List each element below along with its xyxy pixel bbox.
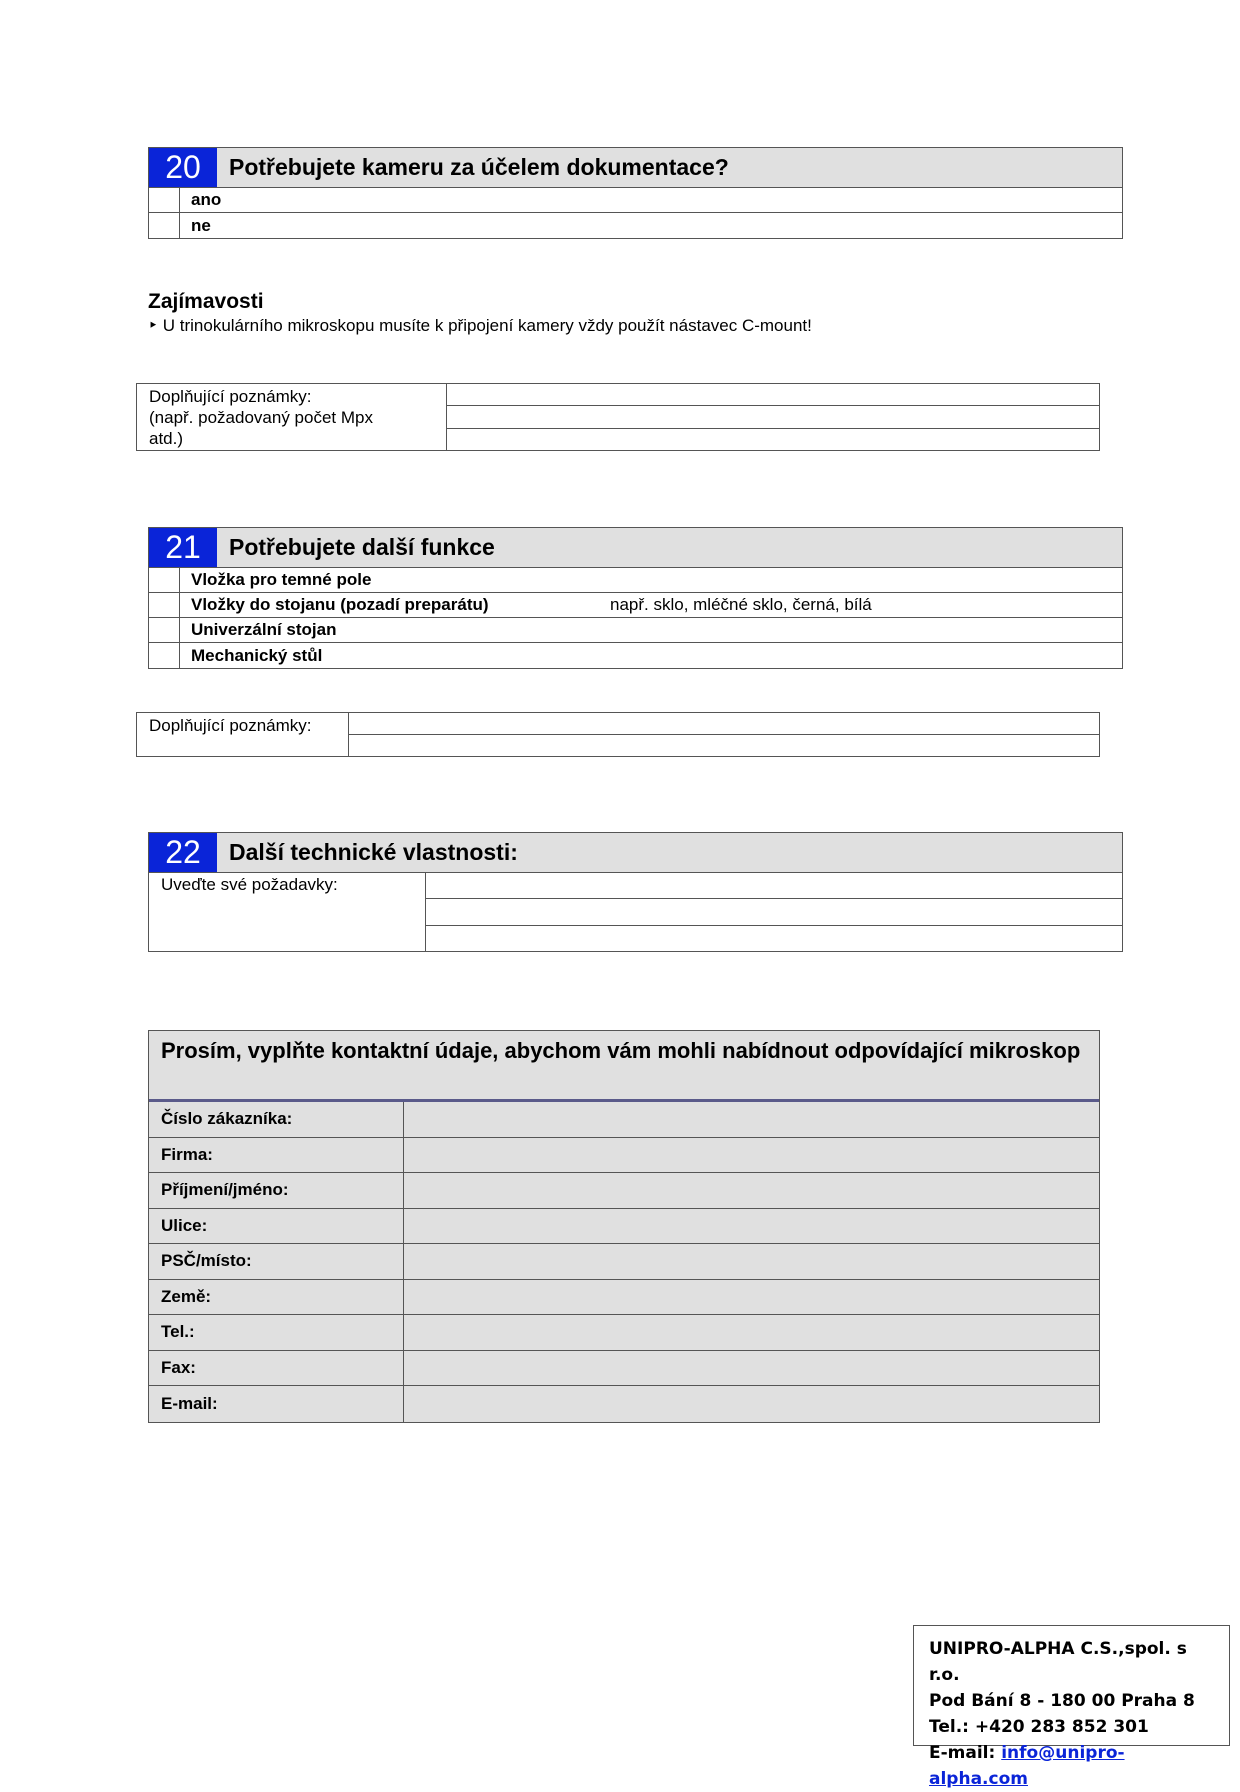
option-row [149,643,1122,668]
contact-field-fax[interactable] [404,1351,1099,1386]
option-note: např. sklo, mléčné sklo, černá, bílá [610,595,872,614]
requirements-body [149,873,1122,951]
contact-field-country[interactable] [404,1280,1099,1315]
contact-row [149,1386,1099,1422]
contact-row [149,1280,1099,1316]
info-heading: Zajímavosti [148,290,264,313]
company-footer [913,1625,1230,1789]
contact-row [149,1244,1099,1280]
contact-field-company[interactable] [404,1138,1099,1173]
notes-input-line[interactable] [349,735,1099,756]
contact-label-name: Příjmení/jméno: [149,1173,404,1208]
contact-field-customer-number[interactable] [404,1102,1099,1137]
contact-form [148,1030,1100,1423]
requirements-input-line[interactable] [426,926,1122,951]
option-row [149,618,1122,643]
option-row [149,213,1122,238]
notes-label-line: atd.) [149,429,184,448]
notes-input-line[interactable] [447,406,1099,428]
contact-label-company: Firma: [149,1138,404,1173]
question-21 [148,527,1123,669]
info-bullet: ‣ U trinokulárního mikroskopu musíte k připojení kamery vždy použít nástavec C-mount! [148,316,812,335]
notes-input-line[interactable] [447,429,1099,450]
option-checkbox-ne[interactable] [149,213,180,238]
contact-field-phone[interactable] [404,1315,1099,1350]
notes-label: Doplňující poznámky: [137,713,349,756]
notes-input-line[interactable] [349,713,1099,735]
notes-lines [349,713,1099,756]
contact-label-email: E-mail: [149,1386,404,1422]
contact-field-street[interactable] [404,1209,1099,1244]
footer-company: UNIPRO-ALPHA C.S.,spol. s r.o. [929,1639,1187,1685]
footer-email-link[interactable]: info@unipro-alpha.com [929,1743,1125,1789]
option-label: Vložka pro temné pole [191,570,372,589]
question-20 [148,147,1123,239]
option-label: ne [191,215,211,235]
option-row [149,188,1122,213]
notes-label-line: (např. požadovaný počet Mpx [149,408,373,427]
requirements-input-line[interactable] [426,899,1122,925]
option-row [149,568,1122,593]
option-label: Vložky do stojanu (pozadí preparátu) [191,595,489,614]
contact-row [149,1315,1099,1351]
requirements-lines [426,873,1122,951]
requirements-label: Uveďte své požadavky: [149,873,426,951]
footer-email-line [929,1740,1214,1792]
option-checkbox[interactable] [149,593,180,617]
option-label: Mechanický stůl [191,645,323,665]
footer-address: Pod Bání 8 - 180 00 Praha 8 [929,1691,1195,1711]
contact-row [149,1138,1099,1174]
option-label: Univerzální stojan [191,620,337,639]
question-22 [148,832,1123,952]
option-checkbox[interactable] [149,618,180,642]
contact-label-country: Země: [149,1280,404,1315]
contact-field-email[interactable] [404,1386,1099,1422]
contact-row [149,1173,1099,1209]
notes-lines [447,384,1099,450]
contact-label-zip-city: PSČ/místo: [149,1244,404,1279]
notes-label [137,384,447,450]
contact-title: Prosím, vyplňte kontaktní údaje, abychom vám mohli nabídnout odpovídající mikroskop [149,1031,1099,1102]
contact-row [149,1209,1099,1245]
requirements-input-line[interactable] [426,873,1122,899]
question-number: 21 [149,528,217,567]
option-label: ano [191,190,222,209]
contact-label-phone: Tel.: [149,1315,404,1350]
question-title: Potřebujete další funkce [229,534,495,560]
notes-block-2 [136,712,1100,757]
option-checkbox[interactable] [149,568,180,592]
notes-label-line: Doplňující poznámky: [149,387,312,406]
question-20-header [149,148,1122,188]
contact-field-zip-city[interactable] [404,1244,1099,1279]
notes-input-line[interactable] [447,384,1099,406]
question-21-header [149,528,1122,568]
contact-label-customer-number: Číslo zákazníka: [149,1102,404,1137]
question-number: 22 [149,833,217,872]
question-number: 20 [149,148,217,187]
contact-row [149,1102,1099,1138]
option-checkbox[interactable] [149,643,180,668]
footer-email-label: E-mail: [929,1743,1002,1763]
option-checkbox-ano[interactable] [149,188,180,212]
question-title: Potřebujete kameru za účelem dokumentace? [229,154,729,180]
option-row [149,593,1122,618]
footer-phone: Tel.: +420 283 852 301 [929,1717,1149,1737]
contact-label-fax: Fax: [149,1351,404,1386]
contact-row [149,1351,1099,1387]
notes-block-1 [136,383,1100,451]
contact-field-name[interactable] [404,1173,1099,1208]
contact-label-street: Ulice: [149,1209,404,1244]
question-title: Další technické vlastnosti: [229,839,518,865]
question-22-header [149,833,1122,873]
